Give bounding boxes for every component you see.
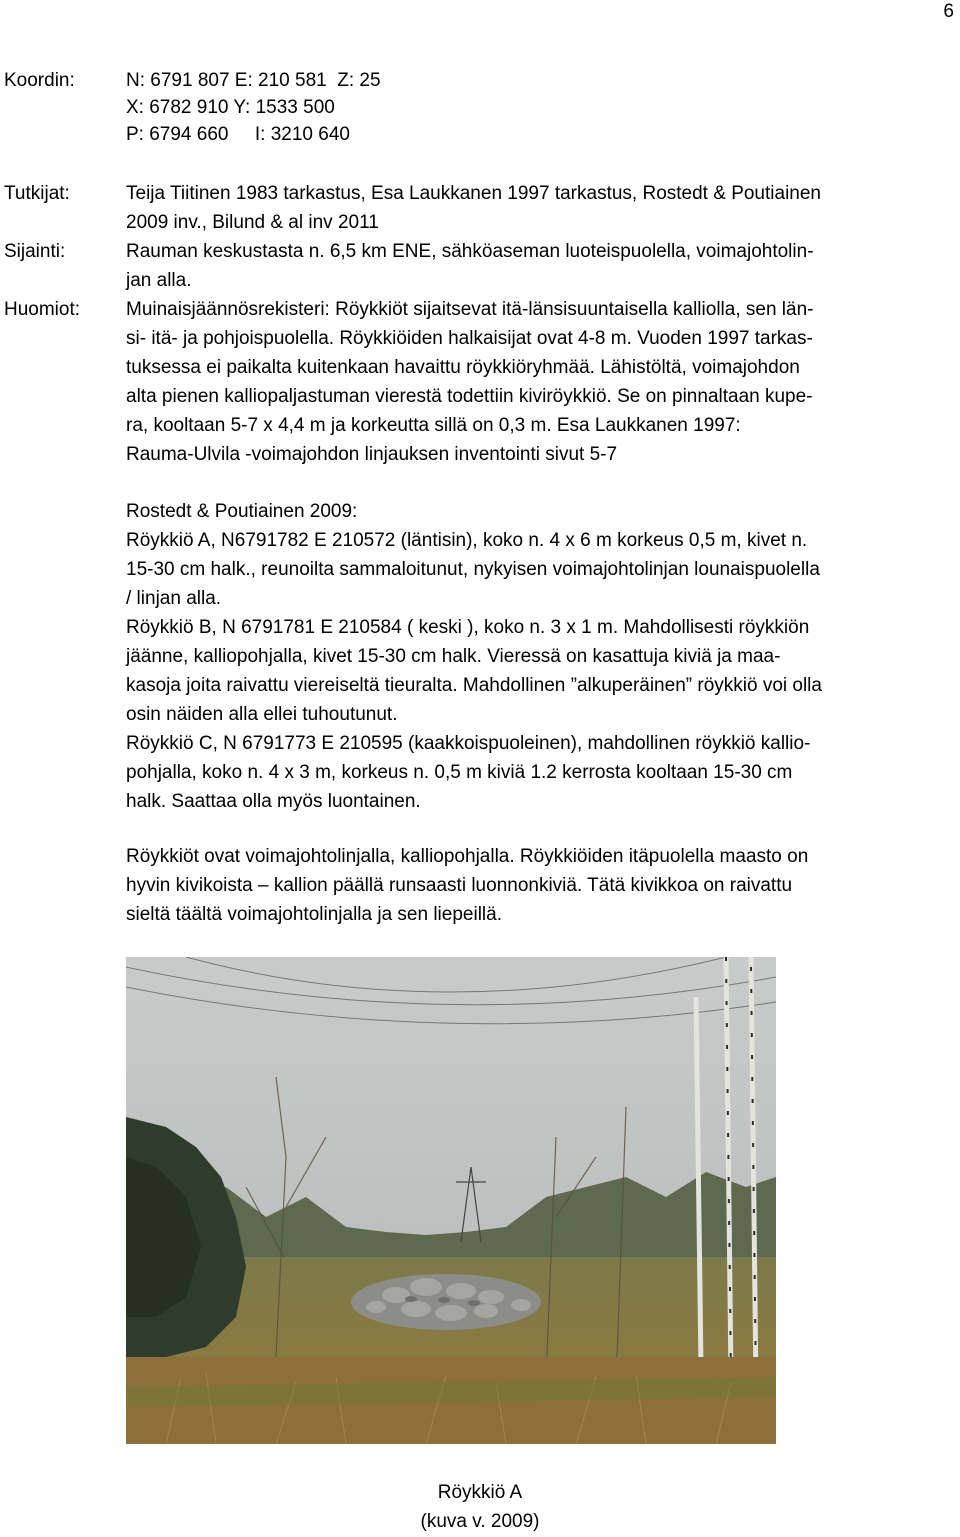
huomiot-line: Muinaisjäännösrekisteri: Röykkiöt sijaitsevat itä-länsisuuntaisella kalliolla, sen län-: [126, 299, 814, 320]
closing-line: hyvin kivikoista – kallion päällä runsaasti luonnonkiviä. Tätä kivikkoa on raivattu: [126, 875, 793, 896]
koordin-line-1: N: 6791 807 E: 210 581 Z: 25: [126, 70, 381, 91]
photo-caption-year: (kuva v. 2009): [420, 1511, 540, 1532]
closing-line: Röykkiöt ovat voimajohtolinjalla, kalliopohjalla. Röykkiöiden itäpuolella maasto on: [126, 846, 809, 867]
huomiot-line: Rauma-Ulvila -voimajohdon linjauksen inventointi sivut 5-7: [126, 444, 618, 465]
rostedt-line: / linjan alla.: [126, 588, 222, 609]
rostedt-line: Röykkiö C, N 6791773 E 210595 (kaakkoispuoleinen), mahdollinen röykkiö kallio-: [126, 733, 811, 754]
tutkijat-line: 2009 inv., Bilund & al inv 2011: [126, 212, 379, 233]
rostedt-line: Rostedt & Poutiainen 2009:: [126, 501, 358, 522]
rostedt-line: Röykkiö A, N6791782 E 210572 (läntisin), koko n. 4 x 6 m korkeus 0,5 m, kivet n.: [126, 530, 808, 551]
sijainti-text: [126, 237, 946, 295]
sijainti-line: jan alla.: [126, 270, 192, 291]
rostedt-line: kasoja joita raivattu viereiseltä tieuralta. Mahdollinen ”alkuperäinen” röykkiö voi olla: [126, 675, 822, 696]
tutkijat-text: [126, 179, 946, 237]
tutkijat-label: Tutkijat:: [4, 183, 70, 204]
sijainti-label: Sijainti:: [4, 241, 66, 262]
rostedt-line: osin näiden alla ellei tuhoutunut.: [126, 704, 398, 725]
koordin-line-3: P: 6794 660 I: 3210 640: [126, 124, 350, 145]
huomiot-line: si- itä- ja pohjoispuolella. Röykkiöiden halkaisijat ovat 4-8 m. Vuoden 1997 tarkas-: [126, 328, 813, 349]
photo-caption-title: Röykkiö A: [437, 1482, 523, 1503]
rostedt-line: halk. Saattaa olla myös luontainen.: [126, 791, 421, 812]
koordin-line-2: X: 6782 910 Y: 1533 500: [126, 97, 335, 118]
tutkijat-line: Teija Tiitinen 1983 tarkastus, Esa Laukkanen 1997 tarkastus, Rostedt & Poutiainen: [126, 183, 821, 204]
page-number: 6: [943, 1, 954, 22]
huomiot-label: Huomiot:: [4, 299, 81, 320]
site-photo-illustration: [126, 957, 776, 1444]
rostedt-line: pohjalla, koko n. 4 x 3 m, korkeus n. 0,5 m kiviä 1.2 kerrosta kooltaan 15-30 cm: [126, 762, 793, 783]
huomiot-line: alta pienen kalliopaljastuman vierestä todettiin kiviröykkiö. Se on pinnaltaan kupe-: [126, 386, 813, 407]
huomiot-line: ra, kooltaan 5-7 x 4,4 m ja korkeutta sillä on 0,3 m. Esa Laukkanen 1997:: [126, 415, 741, 436]
rostedt-line: jäänne, kalliopohjalla, kivet 15-30 cm halk. Vieressä on kasattuja kiviä ja maa-: [126, 646, 781, 667]
closing-line: sieltä täältä voimajohtolinjalla ja sen liepeillä.: [126, 904, 502, 925]
rostedt-text: [126, 497, 946, 816]
rostedt-line: Röykkiö B, N 6791781 E 210584 ( keski ), koko n. 3 x 1 m. Mahdollisesti röykkiön: [126, 617, 810, 638]
rostedt-line: 15-30 cm halk., reunoilta sammaloitunut, nykyisen voimajohtolinjan lounaispuolella: [126, 559, 820, 580]
koordin-label: Koordin:: [4, 70, 75, 91]
sijainti-line: Rauman keskustasta n. 6,5 km ENE, sähköaseman luoteispuolella, voimajohtolin-: [126, 241, 814, 262]
closing-text: [126, 842, 946, 929]
huomiot-text: [126, 295, 946, 469]
site-photo: [126, 957, 776, 1444]
huomiot-line: tuksessa ei paikalta kuitenkaan havaittu röykkiöryhmää. Lähistöltä, voimajohdon: [126, 357, 800, 378]
